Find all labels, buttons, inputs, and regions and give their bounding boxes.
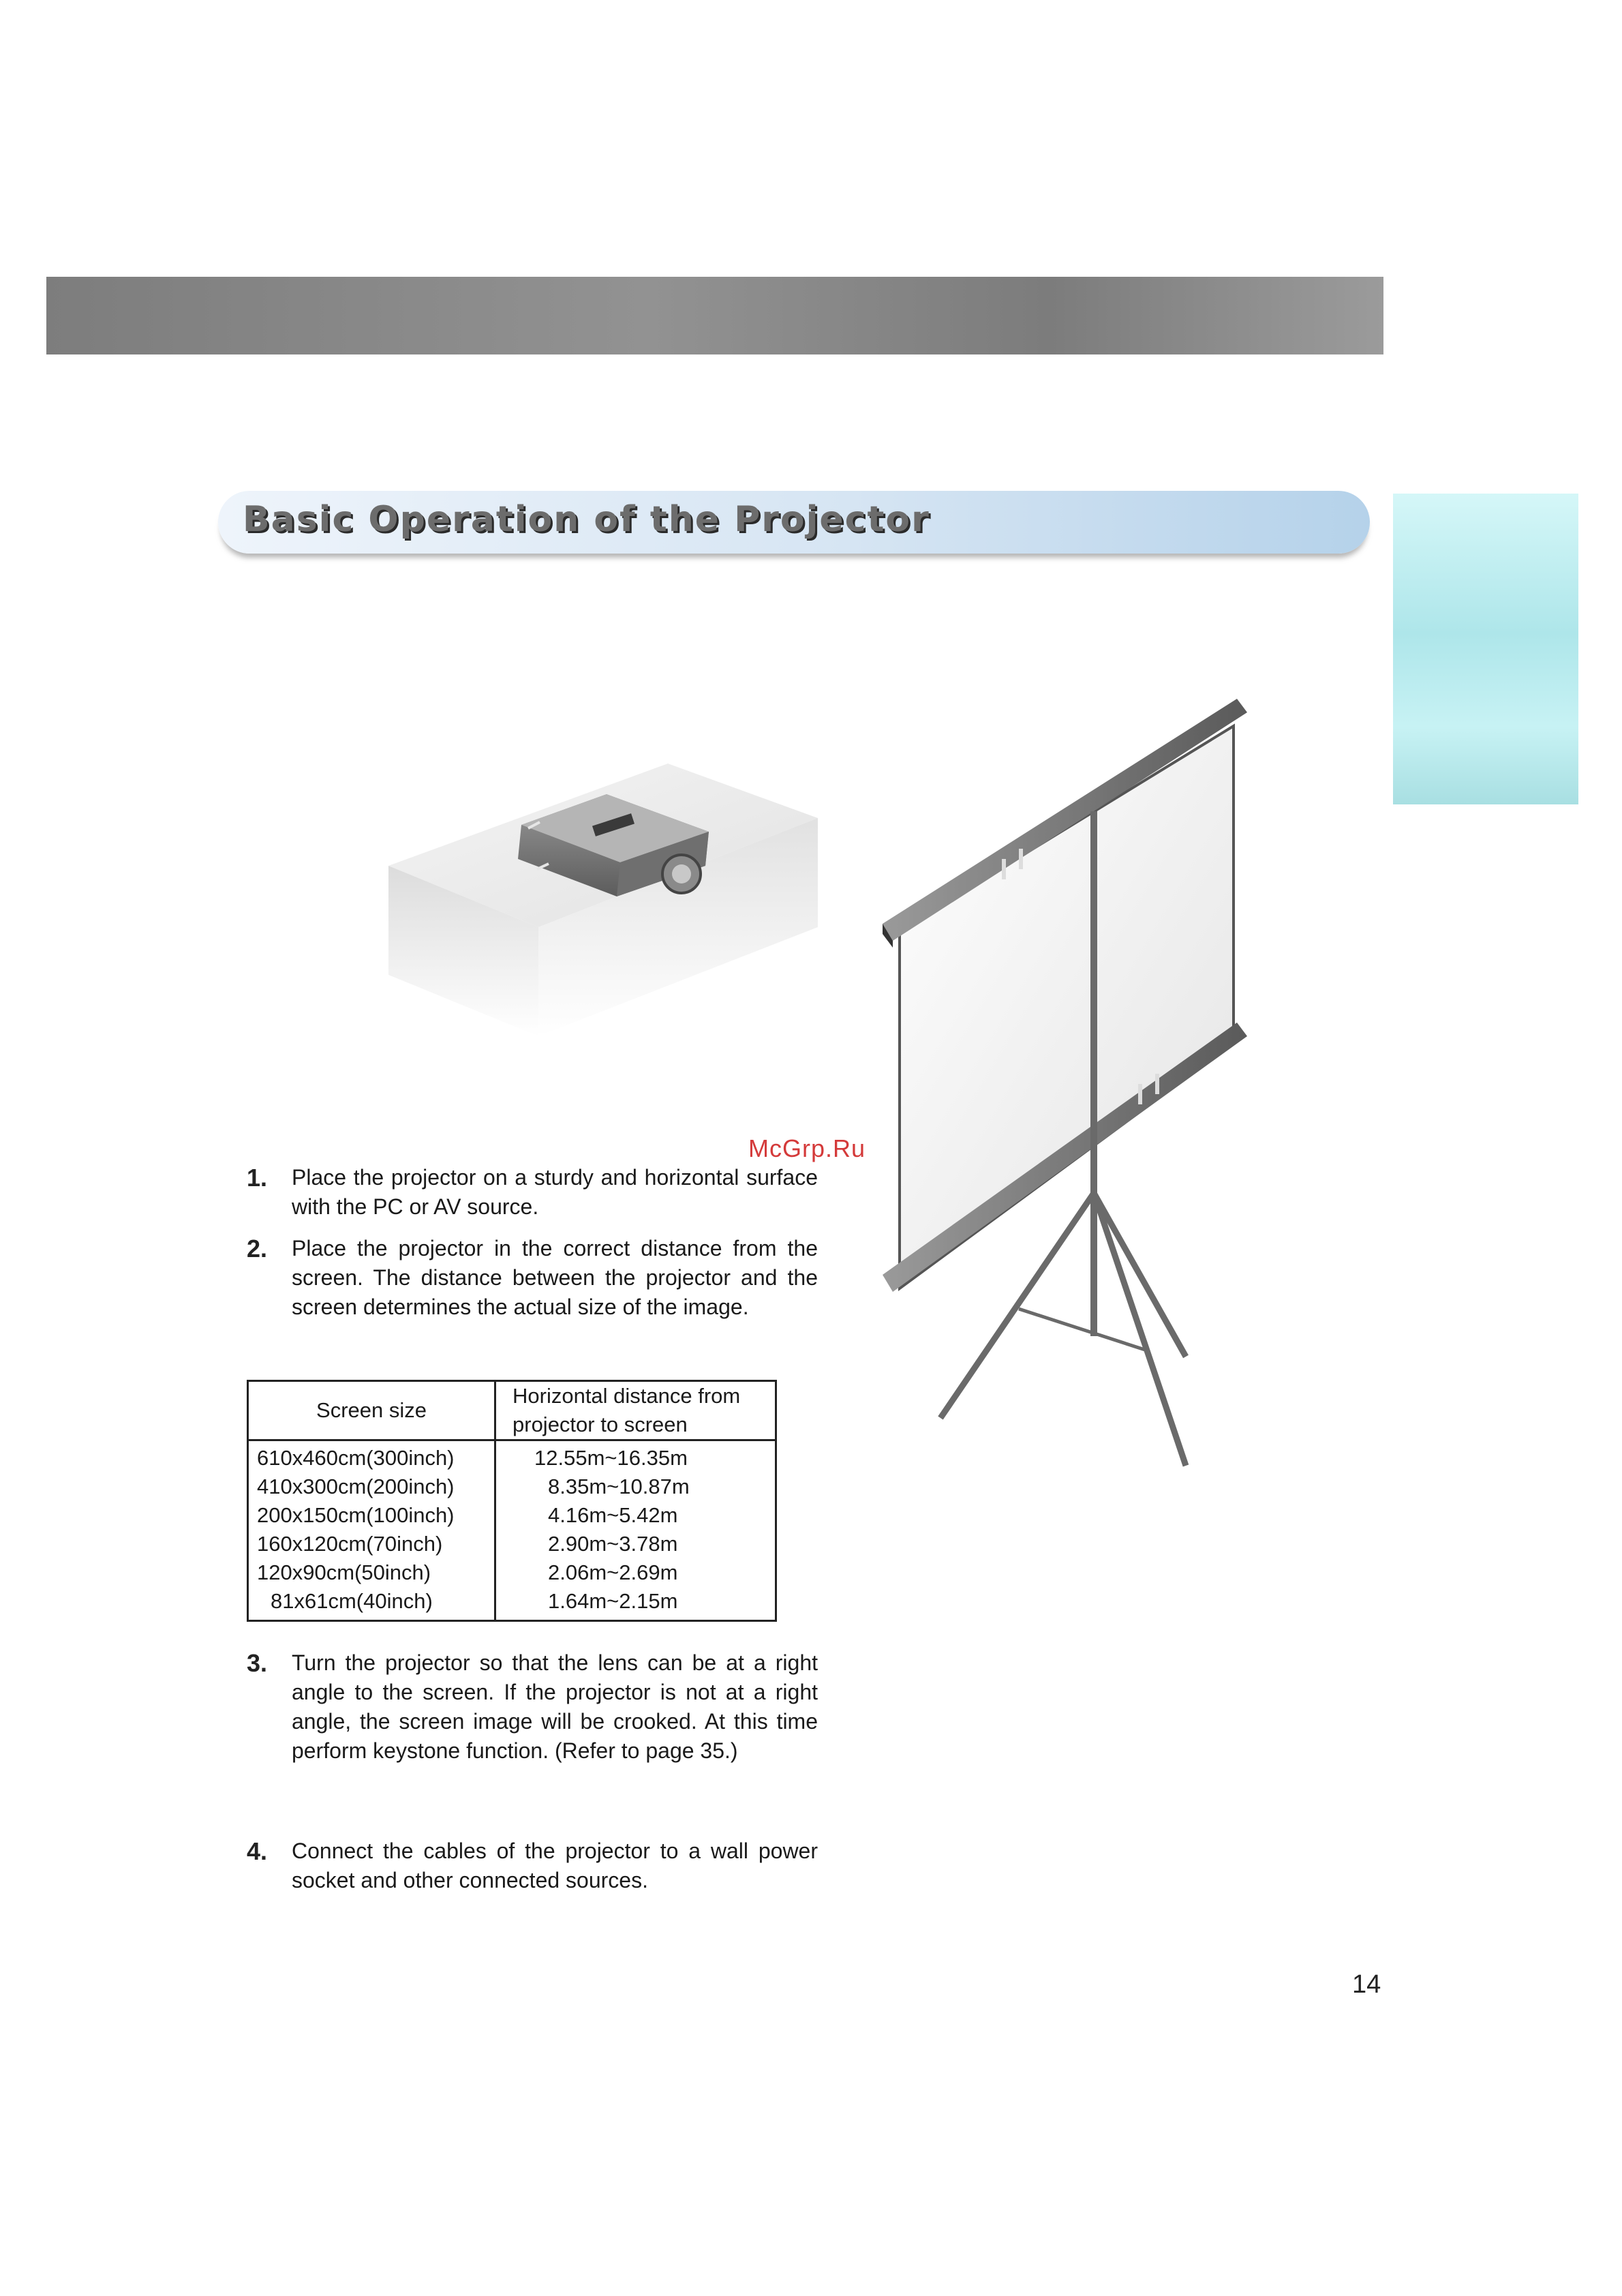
table-cell-size: 200x150cm(100inch) — [248, 1501, 495, 1530]
step-text: Place the projector on a sturdy and horizontal surface with the PC or AV source. — [292, 1165, 818, 1219]
table-row — [248, 1558, 776, 1587]
table-header-screen-size: Screen size — [248, 1381, 495, 1440]
step-2 — [247, 1234, 818, 1322]
step-number: 1. — [247, 1164, 268, 1192]
table-cell-distance: 2.90m~3.78m — [495, 1530, 776, 1558]
page-title: Basic Operation of the Projector — [243, 499, 930, 540]
step-1 — [247, 1163, 818, 1222]
table-header-distance: Horizontal distance from projector to screen — [495, 1381, 776, 1440]
table-row — [248, 1587, 776, 1621]
step-3 — [247, 1648, 818, 1766]
projector-image — [382, 757, 831, 1043]
table-row — [248, 1530, 776, 1558]
step-text: Turn the projector so that the lens can be at a right angle to the screen. If the projector is not at a right angle, the screen image will be crooked. At this time perform keystone function. (Refer to page 35.) — [292, 1650, 818, 1763]
table-cell-size: 120x90cm(50inch) — [248, 1558, 495, 1587]
table-row — [248, 1440, 776, 1473]
table-cell-distance: 8.35m~10.87m — [495, 1472, 776, 1501]
table-cell-size: 410x300cm(200inch) — [248, 1472, 495, 1501]
table-cell-size: 610x460cm(300inch) — [248, 1440, 495, 1473]
page-number: 14 — [1352, 1970, 1381, 1999]
watermark: McGrp.Ru — [748, 1134, 866, 1162]
table-cell-distance: 4.16m~5.42m — [495, 1501, 776, 1530]
table-row — [248, 1501, 776, 1530]
step-number: 3. — [247, 1649, 268, 1677]
screen-image — [866, 675, 1288, 1479]
step-text: Connect the cables of the projector to a wall power socket and other connected sources. — [292, 1839, 818, 1892]
table-row — [248, 1472, 776, 1501]
step-number: 4. — [247, 1837, 268, 1865]
table-cell-size: 81x61cm(40inch) — [248, 1587, 495, 1621]
step-number: 2. — [247, 1235, 268, 1263]
side-tab — [1393, 494, 1578, 804]
step-text: Place the projector in the correct distance from the screen. The distance between the projector and the screen determines the actual size of the image. — [292, 1236, 818, 1319]
step-4 — [247, 1837, 818, 1895]
table-cell-size: 160x120cm(70inch) — [248, 1530, 495, 1558]
table-cell-distance: 2.06m~2.69m — [495, 1558, 776, 1587]
distance-table — [247, 1380, 777, 1622]
table-cell-distance: 12.55m~16.35m — [495, 1440, 776, 1473]
table-cell-distance: 1.64m~2.15m — [495, 1587, 776, 1621]
header-band — [46, 277, 1383, 354]
